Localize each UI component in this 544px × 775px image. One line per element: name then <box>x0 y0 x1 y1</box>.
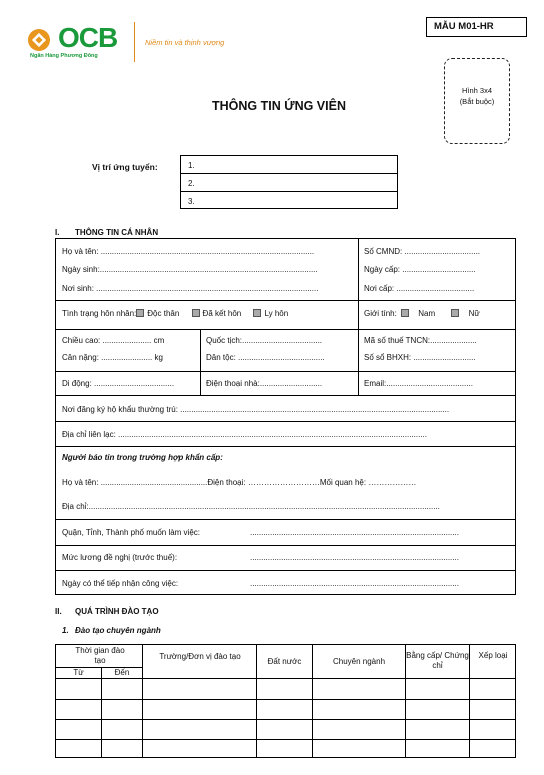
weight-field[interactable]: Cân nặng: ....................... kg <box>62 353 163 362</box>
gender <box>364 309 480 318</box>
position-option-1[interactable]: 1. <box>181 156 397 174</box>
male-checkbox[interactable] <box>401 309 409 317</box>
logo-subtitle: Ngân Hàng Phương Đông <box>30 53 98 59</box>
section1-number: I. <box>55 228 60 237</box>
mobile-field[interactable]: Di động: .................................... <box>62 379 175 388</box>
logo-divider <box>134 22 135 62</box>
female-checkbox[interactable] <box>451 309 459 317</box>
start-date-field[interactable]: .............................................................................................. <box>250 579 459 588</box>
training-table <box>55 644 516 758</box>
col-period: Thời gian đào tạo <box>75 646 125 665</box>
col-country: Đất nước <box>267 657 302 666</box>
marital-status <box>62 309 288 318</box>
registered-address-field[interactable]: Nơi đăng ký hộ khẩu thường trú: ......................................................................................................................... <box>62 405 450 414</box>
photo-size-label: Hình 3x4 <box>461 86 493 95</box>
photo-placeholder[interactable] <box>444 58 510 144</box>
expected-salary-label: Mức lương đề nghị (trước thuế): <box>62 553 178 562</box>
slogan: Niềm tin và thịnh vượng <box>145 38 225 47</box>
divorced-label: Ly hôn <box>264 309 289 318</box>
section2-number: II. <box>55 607 62 616</box>
male-label: Nam <box>418 309 436 318</box>
divorced-checkbox[interactable] <box>253 309 261 317</box>
position-option-2[interactable]: 2. <box>181 174 397 192</box>
position-label: Vị trí ứng tuyển: <box>92 162 158 172</box>
full-name-field[interactable]: Họ và tên: ................................................................................................ <box>62 247 315 256</box>
section1-heading: THÔNG TIN CÁ NHÂN <box>75 228 159 237</box>
subsection-heading: Đào tạo chuyên ngành <box>75 626 161 635</box>
expected-salary-field[interactable]: .............................................................................................. <box>250 553 459 562</box>
emergency-address-field[interactable]: Địa chỉ:.............................................................................................................................................................. <box>62 502 440 511</box>
id-number-field[interactable]: Số CMND: .................................. <box>364 247 481 256</box>
position-option-3[interactable]: 3. <box>188 197 195 206</box>
home-phone-field[interactable]: Điện thoại nhà:............................ <box>206 379 323 388</box>
height-field[interactable]: Chiều cao: ...................... cm <box>62 336 165 345</box>
birthplace-field[interactable]: Nơi sinh: .................................................................................................... <box>62 284 319 293</box>
col-major: Chuyên ngành <box>332 657 386 666</box>
col-school: Trường/Đơn vị đào tạo <box>159 652 241 661</box>
section2-heading: QUÁ TRÌNH ĐÀO TẠO <box>75 607 159 616</box>
dob-field[interactable]: Ngày sinh:.................................................................................................. <box>62 265 318 274</box>
married-checkbox[interactable] <box>192 309 200 317</box>
col-from: Từ <box>73 668 84 677</box>
emergency-contact-field[interactable]: Họ và tên: ................................................Điện thoại: ………………………Mối quan hệ: ……………… <box>62 478 417 487</box>
logo-text: OCB <box>58 22 118 53</box>
single-label: Độc thân <box>147 309 180 318</box>
married-label: Đã kết hôn <box>202 309 242 318</box>
start-date-label: Ngày có thể tiếp nhận công việc: <box>62 579 179 588</box>
col-to: Đến <box>114 668 130 677</box>
social-insurance-field[interactable]: Số sổ BHXH: ............................ <box>364 353 476 362</box>
ocb-logo-icon <box>27 28 55 52</box>
female-label: Nữ <box>468 309 480 318</box>
personal-info-table <box>55 238 516 595</box>
page-title: THÔNG TIN ỨNG VIÊN <box>212 99 346 113</box>
position-box <box>180 155 398 209</box>
marital-label: Tình trạng hôn nhân: <box>62 309 137 318</box>
col-rank: Xếp loại <box>478 651 508 660</box>
gender-label: Giới tính: <box>364 309 397 318</box>
nationality-field[interactable]: Quốc tịch:.................................... <box>206 336 323 345</box>
col-degree: Bằng cấp/ Chứng chỉ <box>406 651 469 670</box>
preferred-location-label: Quận, Tỉnh, Thành phố muốn làm việc: <box>62 528 201 537</box>
emergency-heading: Người báo tin trong trường hợp khẩn cấp: <box>62 453 223 462</box>
preferred-location-field[interactable]: .............................................................................................. <box>250 528 459 537</box>
email-field[interactable]: Email:....................................... <box>364 379 473 388</box>
issue-date-field[interactable]: Ngày cấp: ................................. <box>364 265 476 274</box>
subsection-number: 1. <box>62 626 69 635</box>
single-checkbox[interactable] <box>136 309 144 317</box>
ethnicity-field[interactable]: Dân tộc: ....................................... <box>206 353 325 362</box>
contact-address-field[interactable]: Địa chỉ liên lạc: ........................................................................................................................................... <box>62 430 427 439</box>
photo-required-label: (Bắt buộc) <box>459 97 495 106</box>
issue-place-field[interactable]: Nơi cấp: ................................... <box>364 284 475 293</box>
tax-code-field[interactable]: Mã số thuế TNCN:..................... <box>364 336 477 345</box>
form-code: MẪU M01-HR <box>426 17 527 37</box>
